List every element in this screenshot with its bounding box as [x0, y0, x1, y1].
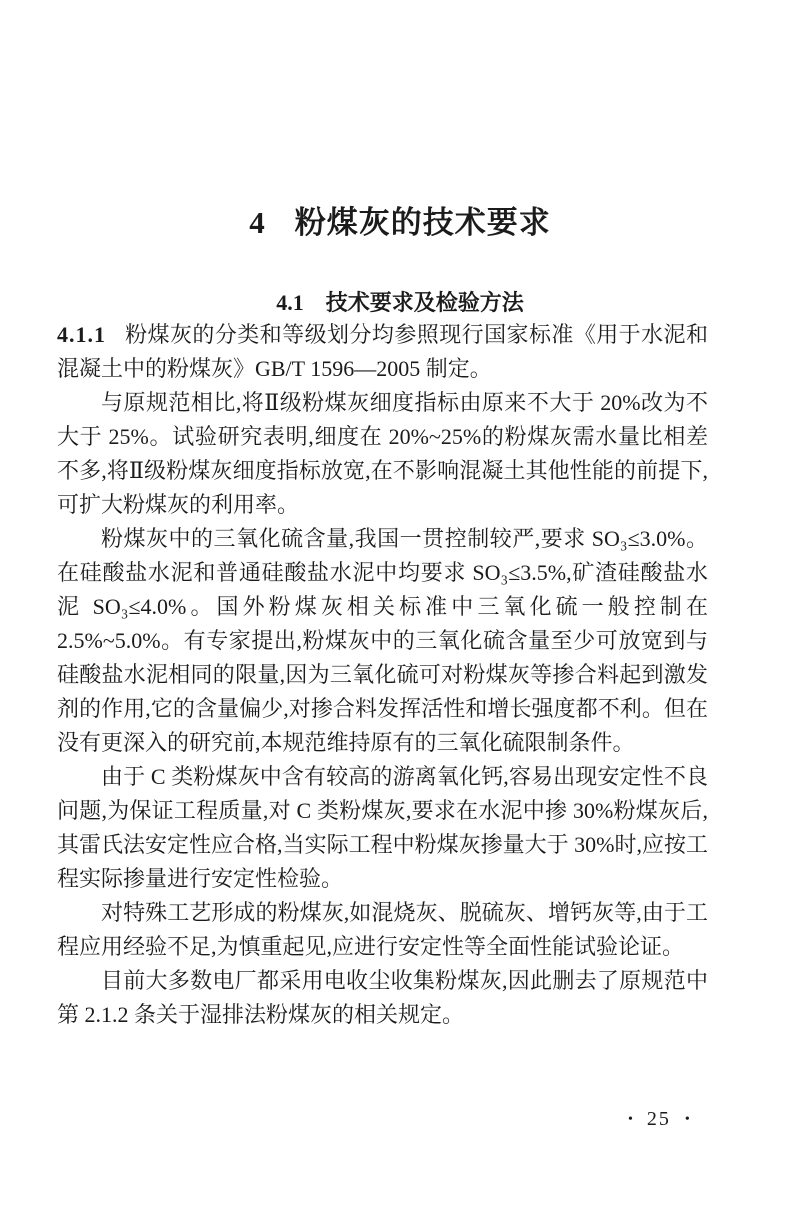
paragraph: 目前大多数电厂都采用电收尘收集粉煤灰,因此删去了原规范中第 2.1.2 条关于湿排法粉煤灰的相关规定。 [57, 968, 708, 1027]
section-title-text: 技术要求及检验方法 [325, 290, 524, 316]
chapter-title [0, 197, 800, 242]
chapter-title-text: 粉煤灰的技术要求 [294, 204, 551, 240]
paragraph: 与原规范相比,将Ⅱ级粉煤灰细度指标由原来不大于 20%改为不大于 25%。试验研究表明,细度在 20%~25%的粉煤灰需水量比相差不多,将Ⅱ级粉煤灰细度指标放宽,在不影响混凝土其他性能的前提下,可扩大粉煤灰的利用率。 [57, 390, 708, 517]
page-number-value: 25 [646, 1108, 671, 1130]
page-number-left-dot: • [628, 1112, 633, 1127]
paragraph: 对特殊工艺形成的粉煤灰,如混烧灰、脱硫灰、增钙灰等,由于工程应用经验不足,为慎重起见,应进行安定性等全面性能试验论证。 [57, 900, 708, 959]
body-text [57, 318, 708, 1032]
page-number [628, 1108, 690, 1131]
paragraph: 粉煤灰中的三氧化硫含量,我国一贯控制较严,要求 SO₃≤3.0%。在硅酸盐水泥和普通硅酸盐水泥中均要求 SO₃≤3.5%,矿渣硅酸盐水泥 SO₃≤4.0%。国外粉煤灰相关标准中三氧化硫一般控制在 2.5%~5.0%。有专家提出,粉煤灰中的三氧化硫含量至少可放宽到与硅酸盐水泥相同的限量,因为三氧化硫可对粉煤灰等掺合料起到激发剂的作用,它的含量偏少,对掺合料发挥活性和增长强度都不利。但在没有更深入的研究前,本规范维持原有的三氧化硫限制条件。 [57, 526, 708, 755]
chapter-number: 4 [249, 204, 265, 240]
paragraph: 由于 C 类粉煤灰中含有较高的游离氧化钙,容易出现安定性不良问题,为保证工程质量,对 C 类粉煤灰,要求在水泥中掺 30%粉煤灰后,其雷氏法安定性应合格,当实际工程中粉煤灰掺量大于 30%时,应按工程实际掺量进行安定性检验。 [57, 764, 708, 891]
clause-number-label: 4.1.1 [57, 322, 106, 347]
paragraph-clause-4-1-1 [57, 318, 708, 386]
section-number: 4.1 [276, 290, 304, 316]
paragraph-text: 粉煤灰的分类和等级划分均参照现行国家标准《用于水泥和混凝土中的粉煤灰》GB/T 1596—2005 制定。 [57, 322, 708, 381]
section-heading [0, 286, 800, 317]
page-number-right-dot: • [684, 1112, 690, 1127]
